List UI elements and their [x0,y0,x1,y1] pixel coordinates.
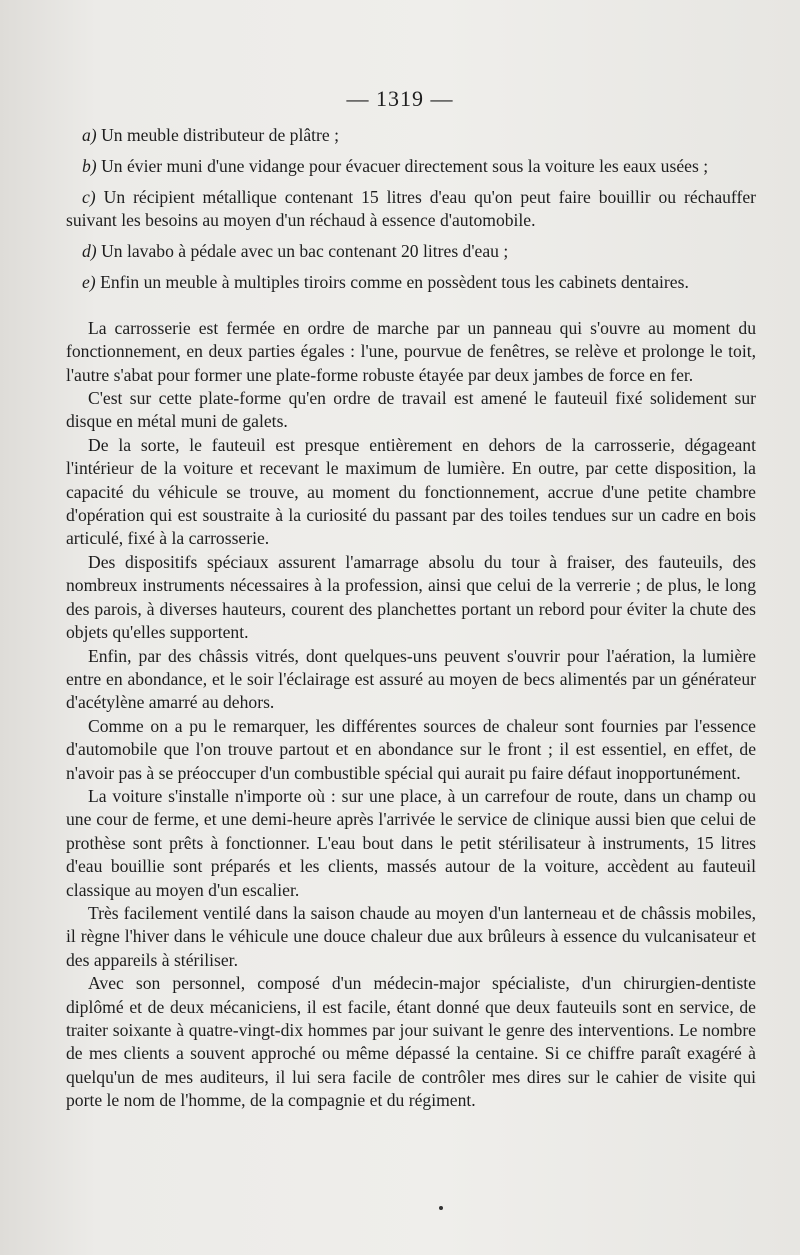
equipment-list [66,124,756,295]
paragraph: Comme on a pu le remarquer, les différentes sources de chaleur sont fournies par l'essence d'automobile que l'on trouve partout et en abondance sur le front ; il est essentiel, en effet, de n'avoir pas à se préoccuper d'un combustible spécial qui aurait pu faire défaut inopportunément. [66,715,756,783]
paragraph: La carrosserie est fermée en ordre de marche par un panneau qui s'ouvre au moment du fonctionnement, en deux parties égales : l'une, pourvue de fenêtres, se relève et prolonge le toit, l'autre s'abat pour former une plate-forme robuste étayée par deux jambes de force en fer. [66,317,756,385]
list-item-text: Un meuble distributeur de plâtre ; [101,125,339,145]
list-item [66,271,756,294]
list-item-label: a) [82,125,97,145]
paragraph: Très facilement ventilé dans la saison chaude au moyen d'un lanterneau et de châssis mobiles, il règne l'hiver dans le véhicule une douce chaleur due aux brûleurs à essence du vulcanisateur et des appareils à stériliser. [66,902,756,970]
paragraph: La voiture s'installe n'importe où : sur une place, à un carrefour de route, dans un champ ou une cour de ferme, et une demi-heure après l'arrivée le service de clinique aussi bien que celui de prothèse sont prêts à fonctionner. L'eau bout dans le petit stérilisateur à instruments, 15 litres d'eau bouillie sont préparés et les clients, massés autour de la voiture, accèdent au fauteuil classique au moyen d'un escalier. [66,785,756,900]
list-item-text: Un lavabo à pédale avec un bac contenant 20 litres d'eau ; [101,241,509,262]
list-item-label: d) [82,241,97,262]
paragraph: C'est sur cette plate-forme qu'en ordre de travail est amené le fauteuil fixé solidement sur disque en métal muni de galets. [66,388,756,432]
page-number: — 1319 — [346,86,454,111]
paragraph: De la sorte, le fauteuil est presque entièrement en dehors de la carrosserie, dégageant l'intérieur de la voiture et recevant le maximum de lumière. En outre, par cette disposition, la capacité du véhicule se trouve, au moment du fonctionnement, accrue d'une petite chambre d'opération qui est soustraite à la curiosité du passant par des toiles tendues sur un cadre en bois articulé, fixé à la carrosserie. [66,434,756,549]
list-item-label: e) [82,272,96,293]
list-item-label: c) [82,187,96,207]
page-body [66,124,756,1113]
ink-speck [439,1206,443,1210]
list-item-text: Un évier muni d'une vidange pour évacuer directement sous la voiture les eaux usées ; [101,156,709,176]
list-item-label: b) [82,156,97,176]
list-item [66,155,756,178]
list-item [66,124,756,147]
list-item [66,186,756,233]
list-item-text: Enfin un meuble à multiples tiroirs comme en possèdent tous les cabinets dentaires. [100,272,689,293]
list-item-text: Un récipient métallique contenant 15 litres d'eau qu'on peut faire bouillir ou réchauffer suivant les besoins au moyen d'un réchaud à essence d'automobile. [66,187,756,231]
paragraph: Des dispositifs spéciaux assurent l'amarrage absolu du tour à fraiser, des fauteuils, des nombreux instruments nécessaires à la profession, ainsi que celui de la verrerie ; de plus, le long des parois, à diverses hauteurs, courent des planchettes portant un rebord pour éviter la chute des objets qu'elles supportent. [66,551,756,643]
paragraph: Avec son personnel, composé d'un médecin-major spécialiste, d'un chirurgien-dentiste diplômé et de deux mécaniciens, il est facile, étant donné que deux fauteuils sont en service, de traiter soixante à quatre-vingt-dix hommes par jour suivant le genre des interventions. Le nombre de mes clients a souvent approché ou même dépassé la centaine. Si ce chiffre paraît exagéré à quelqu'un de mes auditeurs, il lui sera facile de contrôler mes dires sur le cahier de visite qui porte le nom de l'homme, de la compagnie et du régiment. [66,973,756,1111]
paragraph: Enfin, par des châssis vitrés, dont quelques-uns peuvent s'ouvrir pour l'aération, la lumière entre en abondance, et le soir l'éclairage est assuré au moyen de becs alimentés par un générateur d'acétylène amarré au dehors. [66,645,756,713]
body-paragraphs [66,317,756,1113]
list-item [66,240,756,263]
